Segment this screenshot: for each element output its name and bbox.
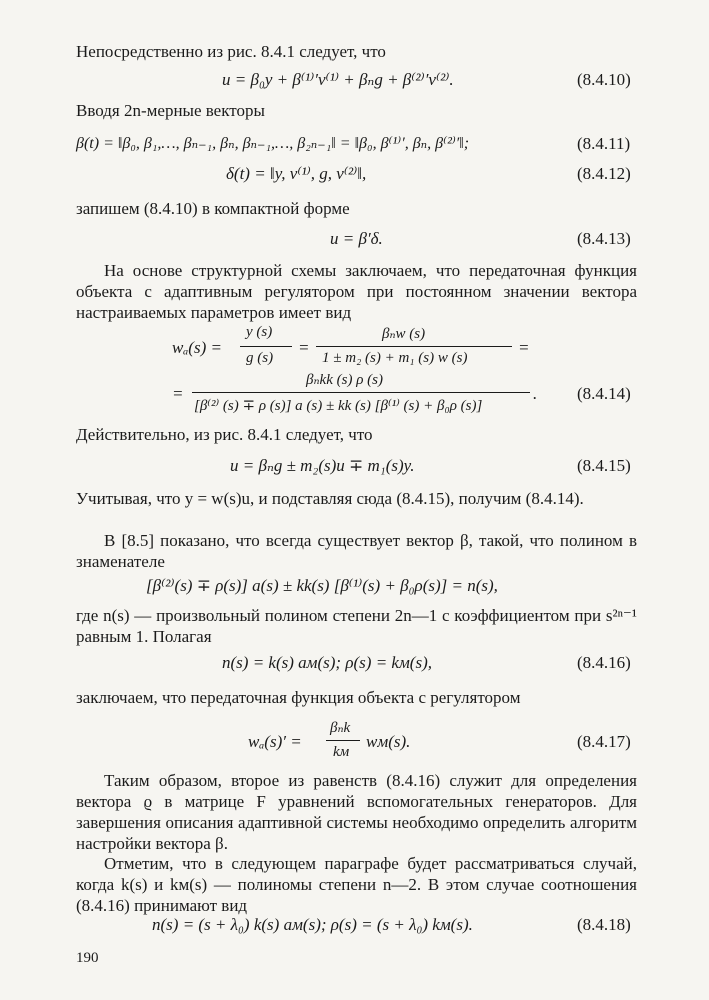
text-line-9: заключаем, что передаточная функция объекта с регулятором (76, 688, 521, 707)
equation-8-4-12: δ(t) = ‖y, v⁽¹⁾, g, v⁽²⁾‖, (226, 164, 367, 183)
eq14-frac2-bar (316, 346, 512, 347)
eq17-frac-bar (326, 740, 360, 741)
equation-8-4-18: n(s) = (s + λ₀) k(s) aм(s); ρ(s) = (s + λ₀) kм(s). (152, 915, 473, 934)
eq17-frac-denominator: kм (333, 744, 350, 760)
equation-8-4-16: n(s) = k(s) aм(s); ρ(s) = kм(s), (222, 653, 432, 672)
eq14-equals-1: = (298, 338, 310, 357)
equation-number: (8.4.18) (577, 915, 631, 934)
equation-number: (8.4.17) (577, 732, 631, 751)
equation-8-4-15: u = βₙg ± m₂(s)u ∓ m₁(s)y. (230, 456, 415, 475)
equation-8-4-13: u = β′δ. (330, 229, 383, 248)
eq14-frac2-denominator: 1 ± m₂ (s) + m₁ (s) w (s) (322, 350, 468, 366)
eq14-equals-2: = (518, 338, 530, 357)
eq14-frac1-denominator: g (s) (246, 350, 274, 366)
eq17-lhs: wₐ(s)′ = (248, 732, 302, 751)
eq17-rhs: wм(s). (366, 732, 411, 751)
eq14-frac3-bar (192, 392, 530, 393)
eq14-lhs: wₐ(s) = (172, 338, 222, 357)
equation-denominator: [β⁽²⁾(s) ∓ ρ(s)] a(s) ± kk(s) [β⁽¹⁾(s) + β₀ρ(s)] = n(s), (146, 576, 498, 595)
text-line-5: Действительно, из рис. 8.4.1 следует, что (76, 425, 373, 444)
equation-number: (8.4.12) (577, 164, 631, 183)
eq14-frac2-numerator: βₙw (s) (382, 326, 426, 342)
equation-number: (8.4.11) (577, 134, 631, 153)
paragraph-polynomial: где n(s) — произвольный полином степени 2n—1 с коэффициентом при s²ⁿ⁻¹ равным 1. Полагая (76, 606, 637, 646)
equation-number: (8.4.16) (577, 653, 631, 672)
text-line-2: Вводя 2n-мерные векторы (76, 101, 265, 120)
text-line-3: запишем (8.4.10) в компактной форме (76, 199, 350, 218)
eq14-equals-3: = (172, 384, 184, 403)
paragraph-structure: На основе структурной схемы заключаем, что передаточная функция объекта с адаптивным регулятором при постоянном значении вектора настраиваемых параметров имеет вид (76, 261, 637, 322)
paragraph-conclusion: Таким образом, второе из равенств (8.4.16) служит для определения вектора ϱ в матрице F уравнений вспомогательных генераторов. Для завершения описания адаптивной системы необходимо определить алгоритм настройки вектора β. (76, 771, 637, 853)
equation-number: (8.4.13) (577, 229, 631, 248)
eq14-frac1-numerator: y (s) (246, 324, 273, 340)
paragraph-substitution: Учитывая, что y = w(s)u, и подставляя сюда (8.4.15), получим (8.4.14). (76, 489, 584, 508)
paragraph-vector-beta: В [8.5] показано, что всегда существует вектор β, такой, что полином в знаменателе (76, 531, 637, 571)
equation-number: (8.4.14) (577, 384, 631, 403)
equation-number: (8.4.15) (577, 456, 631, 475)
eq17-frac-numerator: βₙk (330, 720, 351, 736)
page-number: 190 (76, 950, 99, 966)
text-line-1: Непосредственно из рис. 8.4.1 следует, что (76, 42, 386, 61)
equation-number: (8.4.10) (577, 70, 631, 89)
equation-8-4-11: β(t) = ‖β₀, β₁,…, βₙ₋₁, βₙ, βₙ₋₁,…, β₂ₙ₋₁‖ = ‖β₀, β⁽¹⁾′, βₙ, β⁽²⁾′‖; (76, 135, 470, 152)
equation-8-4-10: u = β₀y + β⁽¹⁾′v⁽¹⁾ + βₙg + β⁽²⁾′v⁽²⁾. (222, 70, 454, 89)
eq14-period: . (533, 384, 538, 403)
eq14-frac1-bar (240, 346, 292, 347)
eq14-frac3-denominator: [β⁽²⁾ (s) ∓ ρ (s)] a (s) ± kk (s) [β⁽¹⁾ (s) + β₀ρ (s)] (194, 398, 483, 414)
eq14-frac3-numerator: βₙkk (s) ρ (s) (306, 372, 383, 388)
paragraph-next-section: Отметим, что в следующем параграфе будет рассматриваться случай, когда k(s) и kм(s) — полиномы степени n—2. В этом случае соотношения (8.4.16) принимают вид (76, 854, 637, 915)
